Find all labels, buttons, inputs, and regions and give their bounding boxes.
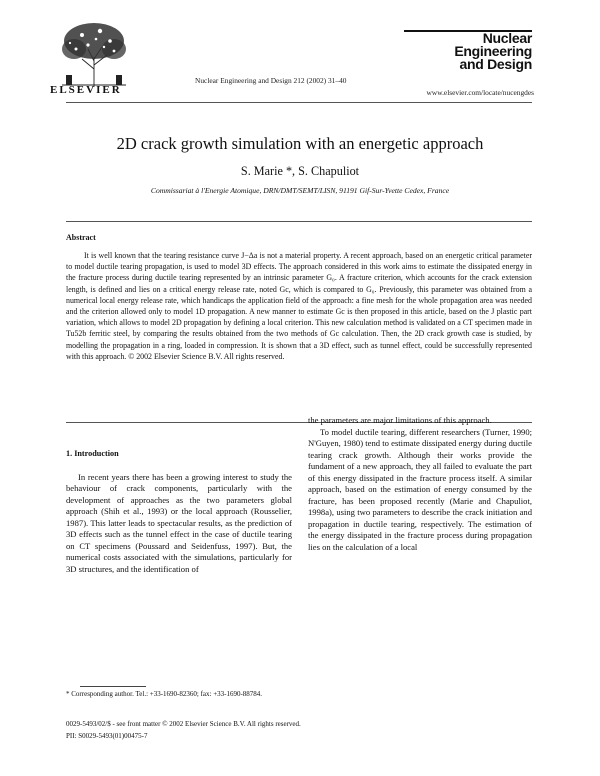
intro-paragraph-continued: the parameters are major limitations of this approach. (308, 415, 492, 425)
header-rule (66, 102, 532, 103)
abstract-text: It is well known that the tearing resistance curve J−Δa is not a material property. A recent approach, based on an energetic critical parameter to model ductile tearing propagation, is used to model 3D effects. The approach considered in this work aims to estimate the dissipated energy in the fracture process during ductile tearing represented by an intrinsic parameter G₀. A fracture criterion, which accounts for the crack extension length, is defined and lies on a critical energy release rate, noted Gc, which is compared to G₀. Previously, this parameter was obtained from a numerical local energy release rate, which handicaps the application field of the approach: a fine mesh for the whole propagation area was needed and the criterion allowed only to model 1D propagation. A new manner to estimate Gc is then proposed in this article, based on the J plastic part variation, which allows to model 2D propagation by defining a local criterion. This new calculation method is validated on a CT specimen made in Tu52b ferritic steel, by comparing the results obtained from the two methods of Gc calculation. Then, the 2D crack growth case is studied, by modelling the propagation in a ring, loaded in compression. It is shown that a 3D effect, such as tunnel effect, could be successfully represented with this approach. © 2002 Elsevier Science B.V. All rights reserved. (66, 251, 532, 361)
intro-paragraph: In recent years there has been a growing interest to study the behaviour of crack components, particularly with the development of approaches as the two parameters global approach (Shih et al., 1993) or the local approach (Rousselier, 1987). This latter leads to spectacular results, as the prediction of 3D effects such as the tunnel effect in the case of ductile tearing on CT specimens (Poussard and Seidenfuss, 1997). But, the numerical costs associated with the simulations, particularly for 3D structures, and the identification of (66, 471, 292, 574)
journal-logo-line: Nuclear (482, 30, 532, 46)
journal-logo (404, 30, 532, 78)
front-matter-line: 0029-5493/02/$ - see front matter © 2002 Elsevier Science B.V. All rights reserved. (66, 720, 301, 728)
article-authors: S. Marie *, S. Chapuliot (240, 164, 360, 178)
journal-logo-line: Engineering (454, 43, 532, 59)
abstract-body (66, 250, 532, 362)
abstract-heading: Abstract (66, 233, 96, 242)
journal-citation: Nuclear Engineering and Design 212 (2002) 31–40 (195, 76, 347, 85)
author-affiliation: Commissariat à l'Energie Atomique, DRN/DMT/SEMT/LISN, 91191 Gif-Sur-Yvette Cedex, France (150, 186, 450, 195)
pii-line: PII: S0029-5493(01)00475-7 (66, 732, 148, 740)
left-column (66, 448, 292, 575)
right-column (308, 415, 532, 553)
elsevier-tree-logo (52, 19, 136, 89)
abstract-top-rule (66, 221, 532, 222)
journal-logo-line: and Design (459, 56, 532, 72)
footnote: * Corresponding author. Tel.: +33-1690-82360; fax: +33-1690-88784. (66, 690, 263, 698)
intro-paragraph: To model ductile tearing, different researchers (Turner, 1990; N'Guyen, 1980) tend to estimate dissipated energy during ductile tearing crack growth. Although their works provide the fundament of a new approach, they all failed to evaluate the part of this energy dissipated in the fracture process itself. A similar approach, based on the estimation of energy consumed by the fracture, has been proposed recently (Marie and Chapuliot, 1998a), using two parameters to describe the crack initiation and propagation in ductile tearing, respectively. The estimation of the energy dissipated in the fracture process during propagation lies on the calculation of a local (308, 426, 532, 552)
footnote-rule (80, 686, 146, 687)
article-title: 2D crack growth simulation with an energetic approach (116, 134, 484, 153)
publisher-name: ELSEVIER (50, 84, 122, 96)
section-heading: 1. Introduction (66, 449, 119, 458)
journal-url[interactable]: www.elsevier.com/locate/nucengdes (426, 88, 534, 97)
